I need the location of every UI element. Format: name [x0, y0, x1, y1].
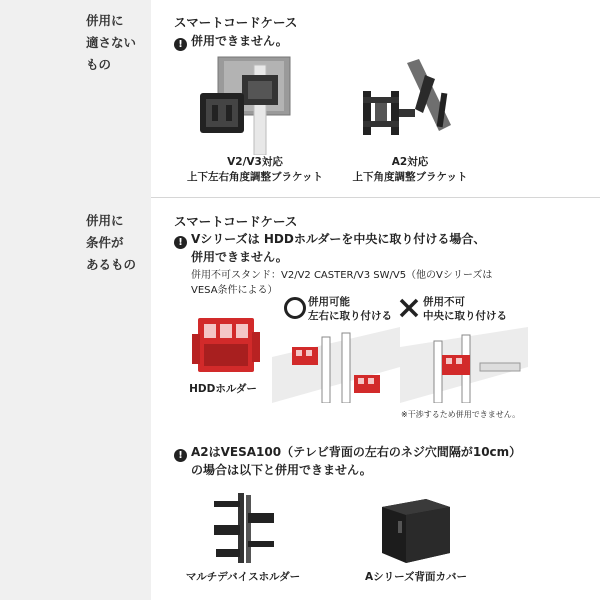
section-label: 併用に 適さない もの — [86, 13, 137, 72]
section-not-compatible — [0, 0, 600, 197]
warning-line-a2: ! A2はVESA100（テレビ背面の左右のネジ穴間隔が10cm） の場合は以下と併用できません。 — [174, 444, 521, 479]
bracket-caption-1: V2/V3対応 上下左右角度調整ブラケット — [187, 156, 323, 183]
multi-device-holder-image — [208, 493, 278, 563]
a2-bracket-image — [355, 55, 470, 155]
center-mount-illustration — [400, 327, 528, 403]
exclamation-circle-icon: ! — [174, 236, 187, 249]
a-series-back-cover-image — [376, 493, 456, 565]
exclamation-circle-icon: ! — [174, 38, 187, 51]
v2-v3-bracket-image — [190, 55, 320, 155]
warning-line-v-series: ! Vシリーズは HDDホルダーを中央に取り付ける場合、 併用できません。 — [174, 231, 485, 266]
warning-line: ! 併用できません。 — [174, 33, 288, 51]
section-heading: スマートコードケース — [174, 15, 298, 30]
ng-label: 併用不可 中央に取り付ける — [423, 296, 507, 322]
cross-ng-icon — [399, 298, 419, 318]
hdd-holder-image — [188, 314, 263, 376]
section-label: 併用に 条件が あるもの — [86, 213, 137, 272]
side-mount-illustration — [272, 327, 400, 403]
exclamation-circle-icon: ! — [174, 449, 187, 462]
hdd-holder-caption: HDDホルダー — [189, 383, 257, 395]
back-cover-caption: Aシリーズ背面カバー — [364, 571, 468, 583]
interference-note: ※干渉するため併用できません。 — [401, 410, 521, 419]
multi-device-caption: マルチデバイスホルダー — [185, 571, 301, 583]
section-conditional — [0, 197, 600, 600]
section-heading: スマートコードケース — [174, 214, 298, 229]
stand-note: 併用不可スタンド：V2/V2 CASTER/V3 SW/V5（他のVシリーズは VESA条件による） — [191, 270, 493, 296]
circle-ok-icon — [284, 297, 306, 319]
bracket-caption-2: A2対応 上下角度調整ブラケット — [352, 156, 468, 183]
ok-label: 併用可能 左右に取り付ける — [308, 296, 392, 322]
